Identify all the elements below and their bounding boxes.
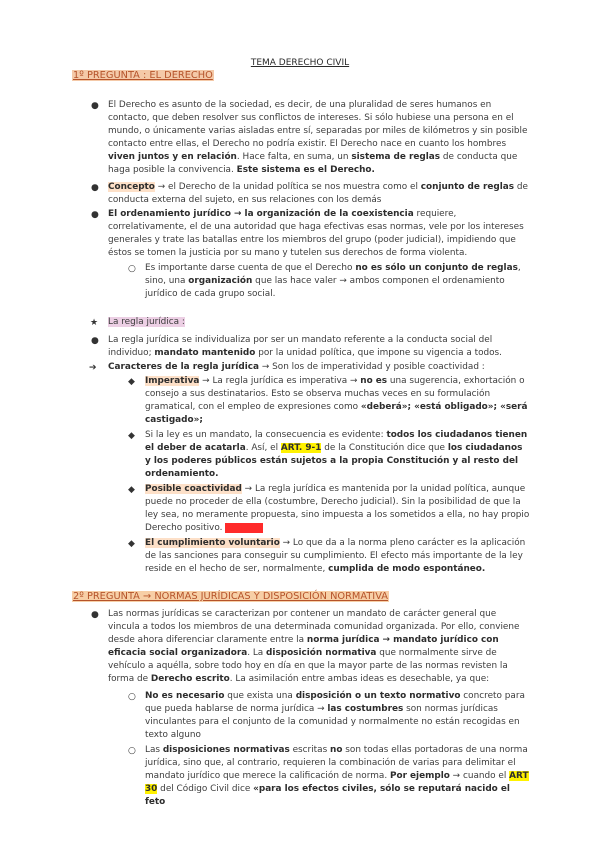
bullet-icon: ● bbox=[91, 101, 99, 111]
paragraph: El Derecho es asunto de la sociedad, es decir, de una pluralidad de seres humanos en contacto, que deben resolver sus conflictos de intereses. Si sólo hubiese una persona en el mundo, o únicamente varias aisladas entre sí, separadas por miles de kilómetros y sin posible contacto entre ellas, el Derecho no podría existir. El Derecho nace en cuanto los hombres viven juntos y en relación. Hace falta, en suma, un sistema de reglas de conducta que haga posible la convivencia. Este sistema es el Derecho. bbox=[108, 100, 528, 175]
paragraph: Posible coactividad → La regla jurídica es mantenida por la unidad política, aunque puede no proceder de ella (costumbre, Derecho judicial). Sin la posibilidad de que la ley sea, no meramente propuesta, sino impuesta a los sometidos a ella, no hay propio Derecho positivo. ???????? bbox=[145, 484, 530, 533]
paragraph: Caracteres de la regla jurídica → Son los de imperatividad y posible coactividad : bbox=[108, 362, 485, 372]
bullet-icon: ● bbox=[91, 336, 99, 346]
diamond-bullet-icon: ◆ bbox=[128, 485, 135, 495]
paragraph: La regla jurídica se individualiza por ser un mandato referente a la conducta social del individuo; mandato mantenido por la unidad política, que impone su vigencia a todos. bbox=[108, 335, 503, 358]
arrow-bullet-icon: ➔ bbox=[89, 363, 97, 373]
paragraph: El ordenamiento jurídico → la organización de la coexistencia requiere, correlativamente, el de una autoridad que haga efectivas esas normas, vele por los intereses generales y trate las batallas entre los miembros del grupo (poder judicial), impidiendo que éstos se tomen la justicia por su mano y tutelen sus derechos de forma violenta. bbox=[108, 209, 524, 258]
diamond-bullet-icon: ◆ bbox=[128, 431, 135, 441]
paragraph: Las disposiciones normativas escritas no son todas ellas portadoras de una norma jurídica, sino que, al contrario, requieren la combinación de varias para delimitar el mandato jurídico que merece la calificación de norma. Por ejemplo → cuando el ART 30 del Código Civil dice «para los efectos civiles, sólo se reputará nacido el feto bbox=[145, 745, 529, 807]
paragraph: Imperativa → La regla jurídica es imperativa → no es una sugerencia, exhortación o consejo a sus destinatarios. Esto se observa muchas veces en su formulación gramatical, con el empleo de expresiones como «deberá»; «está obligado»; «será castigado»; bbox=[145, 376, 528, 425]
paragraph: El cumplimiento voluntario → Lo que da a la norma pleno carácter es la aplicación de las sanciones para conseguir su cumplimiento. El efecto más importante de la ley reside en el hecho de ser, normalmente, cumplida de modo espontáneo. bbox=[145, 538, 526, 574]
diamond-bullet-icon: ◆ bbox=[128, 539, 135, 549]
circle-bullet-icon: ○ bbox=[128, 746, 136, 756]
section-heading-2: 2º PREGUNTA → NORMAS JURÍDICAS Y DISPOSICIÓN NORMATIVA bbox=[73, 591, 388, 602]
circle-bullet-icon: ○ bbox=[128, 264, 136, 274]
circle-bullet-icon: ○ bbox=[128, 692, 136, 702]
paragraph: Si la ley es un mandato, la consecuencia es evidente: todos los ciudadanos tienen el deber de acatarla. Así, el ART. 9-1 de la Constitución dice que los ciudadanos y los poderes públicos están sujetos a la propia Constitución y al resto del ordenamiento. bbox=[145, 430, 528, 479]
section-heading-1: 1º PREGUNTA : EL DERECHO bbox=[73, 70, 213, 81]
star-icon: ★ bbox=[90, 318, 99, 328]
bullet-icon: ● bbox=[91, 210, 99, 220]
paragraph: Las normas jurídicas se caracterizan por contener un mandato de carácter general que vincula a todos los miembros de una determinada comunidad organizada. Por ello, conviene desde ahora diferenciar claramente entre la norma jurídica → mandato jurídico con eficacia social organizadora. La disposición normativa que normalmente sirve de vehículo a aquélla, sobre todo hoy en día en que la mayor parte de las normas revisten la forma de Derecho escrito. La asimilación entre ambas ideas es desechable, ya que: bbox=[108, 609, 520, 684]
paragraph: Es importante darse cuenta de que el Derecho no es sólo un conjunto de reglas, sino, una organización que las hace valer → ambos componen el ordenamiento jurídico de cada grupo social. bbox=[145, 263, 521, 299]
paragraph: No es necesario que exista una disposición o un texto normativo concreto para que pueda hablarse de norma jurídica → las costumbres son normas jurídicas vinculantes para el conjunto de la comunidad y normalmente no están recogidas en texto alguno bbox=[145, 691, 525, 740]
document-title: TEMA DERECHO CIVIL bbox=[250, 58, 350, 68]
bullet-icon: ● bbox=[91, 183, 99, 193]
subheading-regla: La regla jurídica : bbox=[108, 317, 185, 327]
bullet-icon: ● bbox=[91, 610, 99, 620]
paragraph: Concepto → el Derecho de la unidad política se nos muestra como el conjunto de reglas de conducta externa del sujeto, en sus relaciones con los demás bbox=[108, 182, 528, 205]
diamond-bullet-icon: ◆ bbox=[128, 377, 135, 387]
